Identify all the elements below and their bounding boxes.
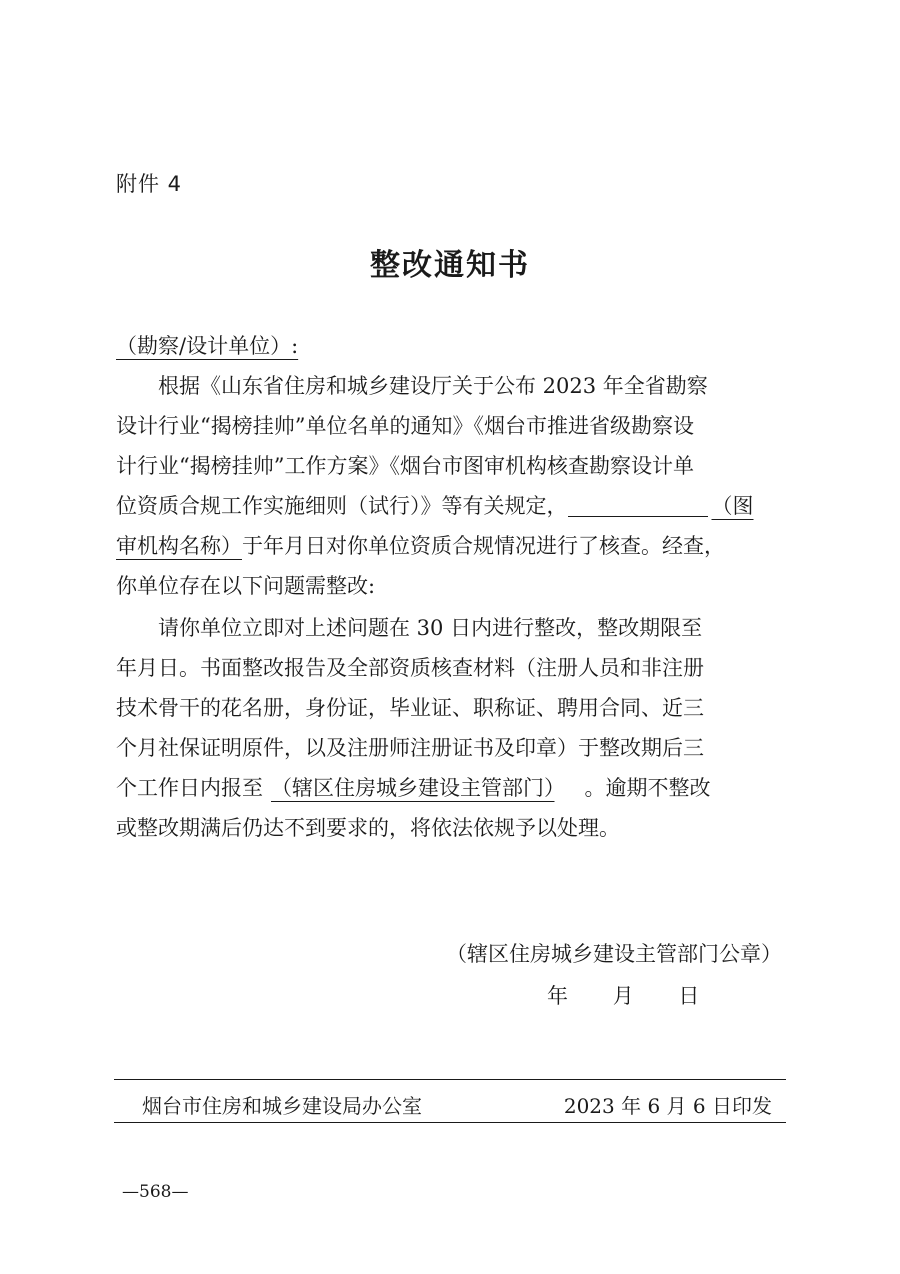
signature-date — [547, 980, 699, 1010]
page-number: —568— — [122, 1182, 189, 1202]
review-agency-hint-start: （图 — [711, 494, 754, 518]
paragraph1-line2: 设计行业“揭榜挂帅”单位名单的通知》《烟台市推进省级勘察设 — [116, 414, 694, 438]
addressee: （勘察/设计单位）: — [116, 334, 299, 358]
date-year: 年 — [547, 984, 568, 1008]
review-agency-blank — [568, 490, 708, 517]
paragraph2-line2: 年月日。书面整改报告及全部资质核查材料（注册人员和非注册 — [116, 656, 704, 680]
paragraph1-line5-text: 于年月日对你单位资质合规情况进行了核查。经查， — [242, 534, 725, 558]
paragraph2-line5-tail: 。逾期不整改 — [584, 776, 711, 800]
date-month: 月 — [612, 984, 634, 1008]
paragraph2-line3: 技术骨干的花名册，身份证，毕业证、职称证、聘用合同、近三 — [116, 696, 704, 720]
authority-hint: （辖区住房城乡建设主管部门） — [271, 776, 555, 800]
paragraph1-line3: 计行业“揭榜挂帅”工作方案》《烟台市图审机构核查勘察设计单 — [116, 454, 694, 478]
footer-issuer: 烟台市住房和城乡建设局办公室 — [142, 1094, 422, 1118]
page-title: 整改通知书 — [370, 248, 530, 283]
footer-top-rule — [114, 1079, 786, 1080]
paragraph1-line6: 你单位存在以下问题需整改: — [116, 574, 376, 598]
paragraph1-line1: 根据《山东省住房和城乡建设厅关于公布 2023 年全省勘察 — [158, 374, 708, 398]
paragraph2-line5 — [116, 768, 711, 808]
paragraph2-line4: 个月社保证明原件，以及注册师注册证书及印章）于整改期后三 — [116, 736, 704, 760]
paragraph1-line4 — [116, 486, 754, 526]
attachment-label: 附件 4 — [116, 172, 183, 196]
footer-bottom-rule — [114, 1122, 786, 1123]
paragraph1-line5 — [116, 526, 725, 566]
date-day: 日 — [678, 984, 700, 1008]
paragraph2-line6: 或整改期满后仍达不到要求的，将依法依规予以处理。 — [116, 816, 620, 840]
footer-issue-date: 2023 年 6 月 6 日印发 — [563, 1094, 772, 1118]
paragraph2-line5-text: 个工作日内报至 — [116, 776, 263, 800]
seal-text: （辖区住房城乡建设主管部门公章） — [446, 942, 782, 966]
paragraph1-line4-text: 位资质合规工作实施细则（试行）》等有关规定， — [116, 494, 568, 518]
paragraph2-line1: 请你单位立即对上述问题在 30 日内进行整改，整改期限至 — [158, 616, 703, 640]
review-agency-hint-end: 审机构名称） — [116, 534, 242, 558]
